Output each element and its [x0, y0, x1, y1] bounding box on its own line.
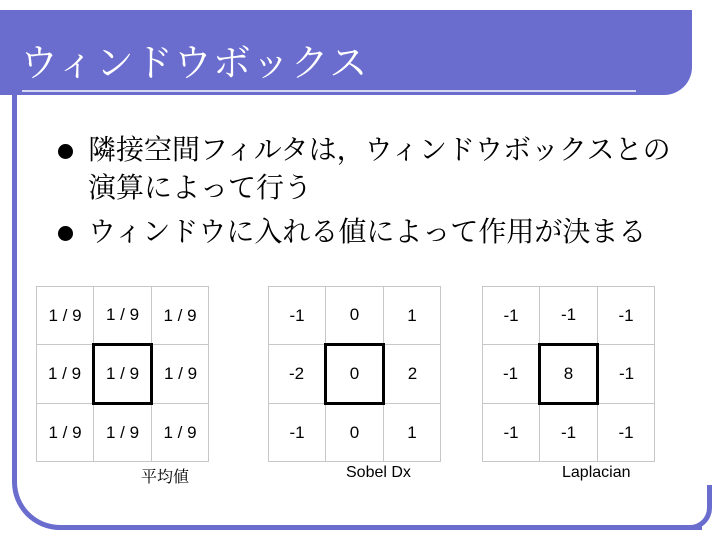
kernel-cell: 2 [384, 345, 441, 404]
kernel-cell: -1 [269, 287, 326, 345]
kernel-row [269, 287, 441, 345]
kernel-cell: 1 / 9 [94, 287, 152, 345]
bullet-dot-icon [58, 226, 73, 241]
kernel-cell: 1 / 9 [94, 404, 152, 462]
kernel-cell: -1 [269, 404, 326, 462]
kernel-center-cell: 8 [540, 345, 598, 404]
kernel-center-cell: 0 [326, 345, 384, 404]
kernel-cell: -1 [598, 404, 655, 462]
kernel-row [269, 404, 441, 462]
kernel-cell: -1 [483, 287, 540, 345]
kernel-center-cell: 1 / 9 [94, 345, 152, 404]
kernel-cell: 1 [384, 404, 441, 462]
kernel-grid-sobel [268, 286, 441, 462]
kernel-cell: -1 [540, 404, 598, 462]
kernel-cell: -1 [483, 345, 540, 404]
bullet-item [58, 213, 698, 251]
kernel-row [37, 287, 209, 345]
kernel-cell: 1 / 9 [37, 287, 94, 345]
kernel-cell: 1 / 9 [152, 345, 209, 404]
title-underline-shadow [22, 90, 636, 92]
kernel-cell: 1 / 9 [152, 404, 209, 462]
kernel-row [37, 345, 209, 404]
kernel-cell: -1 [598, 287, 655, 345]
kernel-cell: -2 [269, 345, 326, 404]
kernel-caption-laplacian: Laplacian [562, 464, 631, 481]
kernel-cell: -1 [540, 287, 598, 345]
kernel-cell: 0 [326, 404, 384, 462]
bullet-text-line: 隣接空間フィルタは，ウィンドウボックスとの [88, 133, 671, 166]
bullet-list [58, 131, 698, 257]
slide-title: ウィンドウボックス [20, 41, 369, 85]
bullet-item [58, 131, 698, 207]
kernel-row [483, 404, 655, 462]
kernel-row [483, 287, 655, 345]
kernel-row [269, 345, 441, 404]
kernel-cell: 1 [384, 287, 441, 345]
kernel-row [483, 345, 655, 404]
slide-frame-corner [690, 485, 712, 530]
kernel-cell: -1 [598, 345, 655, 404]
kernel-cell: 0 [326, 287, 384, 345]
kernel-cell: 1 / 9 [152, 287, 209, 345]
bullet-dot-icon [58, 144, 73, 159]
kernel-grid-average [36, 286, 209, 462]
kernel-cell: 1 / 9 [37, 345, 94, 404]
bullet-text-line: 演算によって行う [88, 171, 313, 204]
kernel-grid-laplacian [482, 286, 655, 462]
bullet-text-line: ウィンドウに入れる値によって作用が決まる [88, 215, 647, 248]
kernel-cell: -1 [483, 404, 540, 462]
kernel-row [37, 404, 209, 462]
kernel-caption-sobel: Sobel Dx [346, 464, 411, 481]
kernel-cell: 1 / 9 [37, 404, 94, 462]
kernel-caption-average: 平均値 [141, 469, 190, 486]
